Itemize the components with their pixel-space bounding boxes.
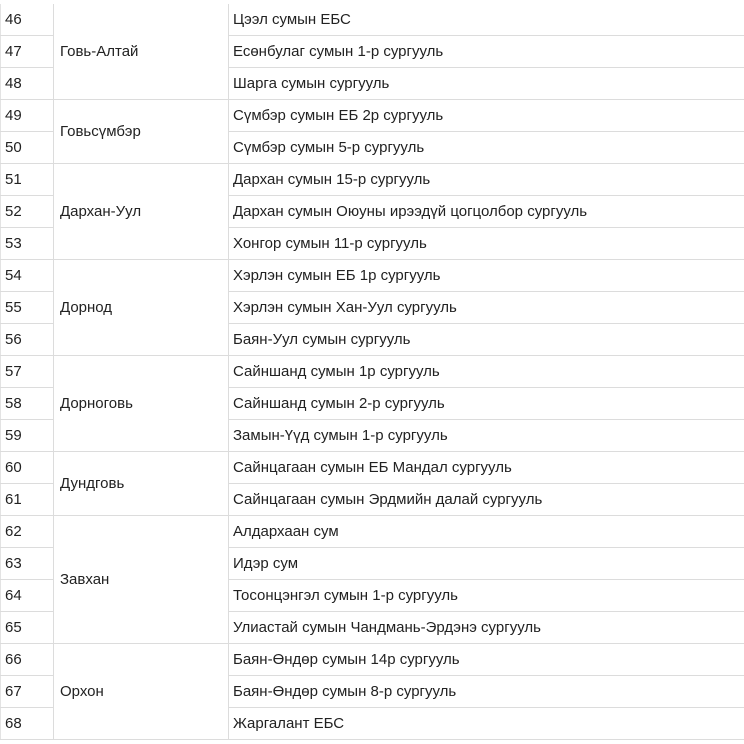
row-number: 48 bbox=[1, 68, 54, 100]
school-name: Хонгор сумын 11-р сургууль bbox=[229, 228, 744, 260]
school-name: Сайнцагаан сумын ЕБ Мандал сургууль bbox=[229, 452, 744, 484]
row-number: 68 bbox=[1, 708, 54, 740]
row-number: 50 bbox=[1, 132, 54, 164]
school-name: Сайншанд сумын 1р сургууль bbox=[229, 356, 744, 388]
school-name: Цээл сумын ЕБС bbox=[229, 4, 744, 36]
school-name: Дархан сумын Оюуны ирээдүй цогцолбор сургууль bbox=[229, 196, 744, 228]
row-number: 56 bbox=[1, 324, 54, 356]
school-name: Сүмбэр сумын 5-р сургууль bbox=[229, 132, 744, 164]
row-number: 67 bbox=[1, 676, 54, 708]
table-row bbox=[1, 356, 744, 388]
table-row bbox=[1, 164, 744, 196]
table-row bbox=[1, 4, 744, 36]
aimag-name: Дорнод bbox=[54, 260, 229, 356]
table-row bbox=[1, 452, 744, 484]
aimag-name: Дорноговь bbox=[54, 356, 229, 452]
school-name: Есөнбулаг сумын 1-р сургууль bbox=[229, 36, 744, 68]
row-number: 65 bbox=[1, 612, 54, 644]
row-number: 58 bbox=[1, 388, 54, 420]
aimag-name: Орхон bbox=[54, 644, 229, 740]
school-name: Хэрлэн сумын Хан-Уул сургууль bbox=[229, 292, 744, 324]
aimag-name: Завхан bbox=[54, 516, 229, 644]
row-number: 47 bbox=[1, 36, 54, 68]
school-name: Сайншанд сумын 2-р сургууль bbox=[229, 388, 744, 420]
school-name: Баян-Өндөр сумын 14р сургууль bbox=[229, 644, 744, 676]
school-name: Улиастай сумын Чандмань-Эрдэнэ сургууль bbox=[229, 612, 744, 644]
table-row bbox=[1, 644, 744, 676]
school-name: Тосонцэнгэл сумын 1-р сургууль bbox=[229, 580, 744, 612]
row-number: 54 bbox=[1, 260, 54, 292]
row-number: 53 bbox=[1, 228, 54, 260]
row-number: 52 bbox=[1, 196, 54, 228]
table-row bbox=[1, 260, 744, 292]
row-number: 63 bbox=[1, 548, 54, 580]
school-name: Идэр сум bbox=[229, 548, 744, 580]
school-name: Жаргалант ЕБС bbox=[229, 708, 744, 740]
table-row bbox=[1, 516, 744, 548]
table-body bbox=[1, 4, 744, 740]
school-name: Баян-Уул сумын сургууль bbox=[229, 324, 744, 356]
aimag-name: Дундговь bbox=[54, 452, 229, 516]
row-number: 46 bbox=[1, 4, 54, 36]
school-name: Хэрлэн сумын ЕБ 1р сургууль bbox=[229, 260, 744, 292]
row-number: 66 bbox=[1, 644, 54, 676]
row-number: 51 bbox=[1, 164, 54, 196]
row-number: 62 bbox=[1, 516, 54, 548]
school-name: Сайнцагаан сумын Эрдмийн далай сургууль bbox=[229, 484, 744, 516]
school-name: Сүмбэр сумын ЕБ 2р сургууль bbox=[229, 100, 744, 132]
school-name: Шарга сумын сургууль bbox=[229, 68, 744, 100]
row-number: 64 bbox=[1, 580, 54, 612]
school-name: Алдархаан сум bbox=[229, 516, 744, 548]
row-number: 57 bbox=[1, 356, 54, 388]
row-number: 60 bbox=[1, 452, 54, 484]
aimag-name: Говьсүмбэр bbox=[54, 100, 229, 164]
school-name: Дархан сумын 15-р сургууль bbox=[229, 164, 744, 196]
school-name: Баян-Өндөр сумын 8-р сургууль bbox=[229, 676, 744, 708]
table-row bbox=[1, 100, 744, 132]
aimag-name: Говь-Алтай bbox=[54, 4, 229, 100]
aimag-name: Дархан-Уул bbox=[54, 164, 229, 260]
row-number: 49 bbox=[1, 100, 54, 132]
row-number: 55 bbox=[1, 292, 54, 324]
row-number: 59 bbox=[1, 420, 54, 452]
row-number: 61 bbox=[1, 484, 54, 516]
schools-table bbox=[0, 4, 744, 740]
school-name: Замын-Үүд сумын 1-р сургууль bbox=[229, 420, 744, 452]
